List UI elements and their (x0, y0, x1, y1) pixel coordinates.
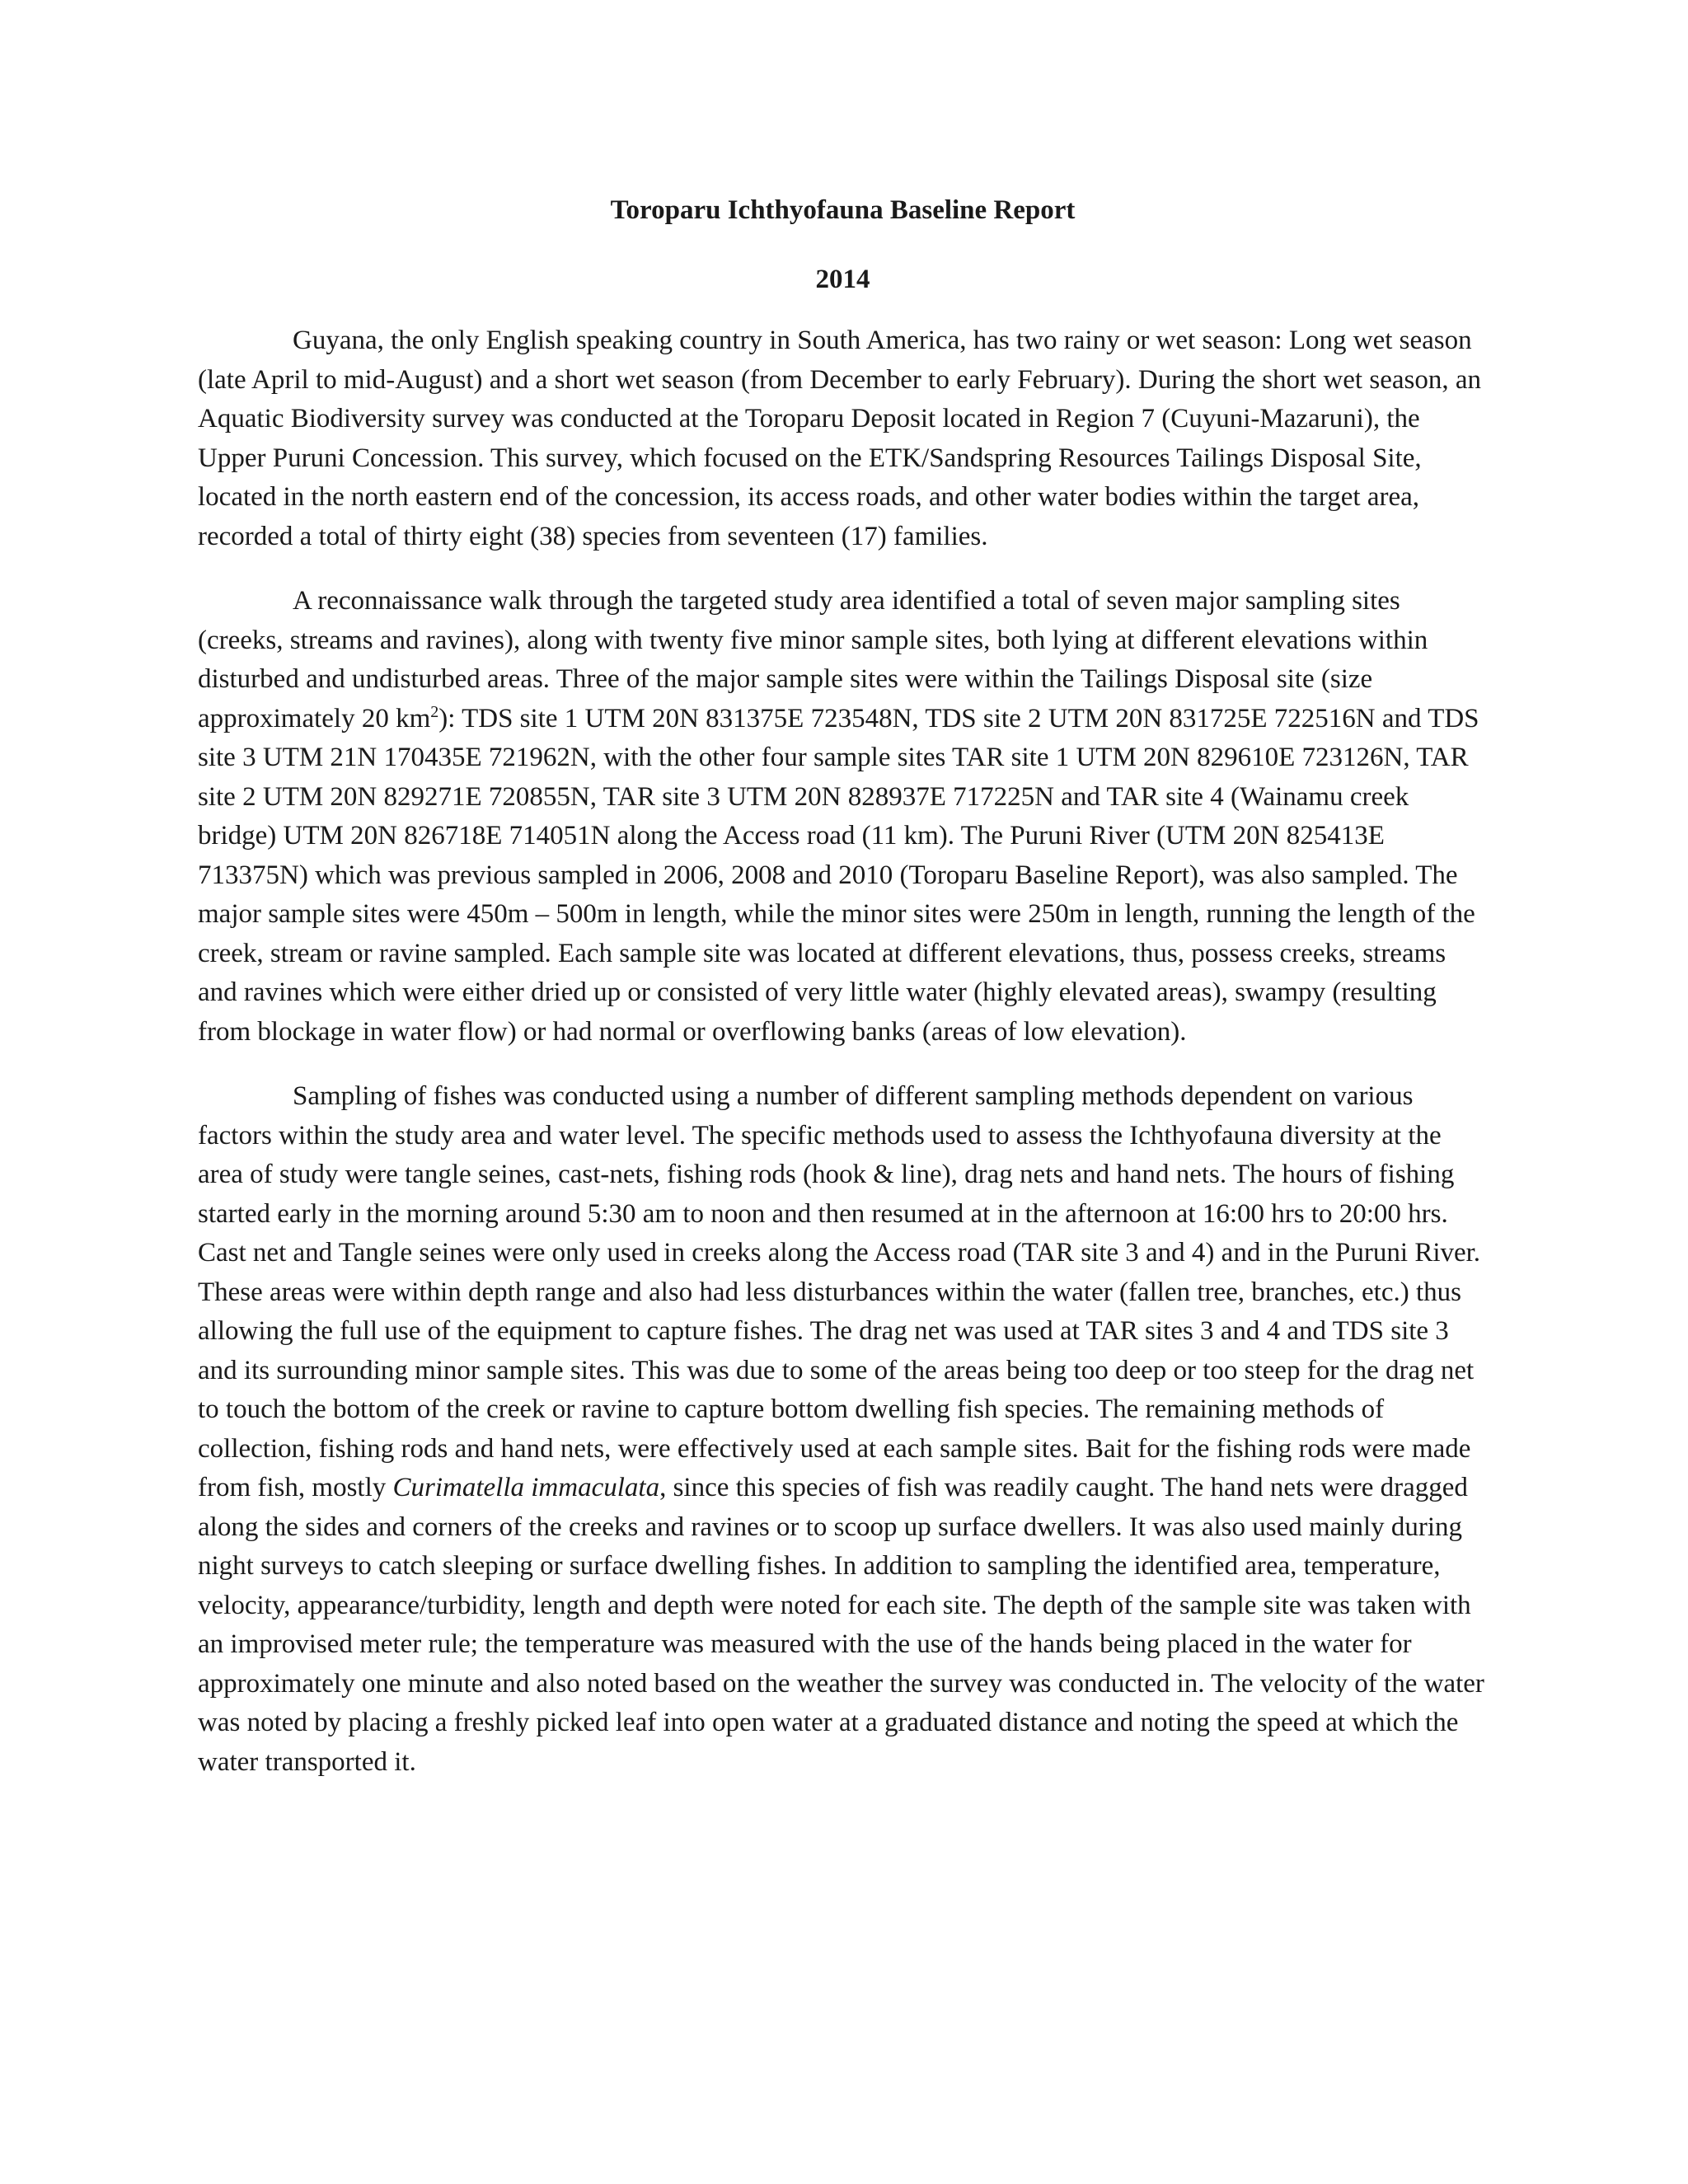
report-year: 2014 (815, 265, 870, 294)
paragraph-sampling-methods-text-1: Sampling of fishes was conducted using a number of different sampling methods dependent on various factors within the study area and water level. The specific methods used to assess the Ichthyofauna diversity at the area of study were tangle seines, cast-nets, fishing rods (hook & line), drag nets and hand nets. The hours of fishing started early in the morning around 5:30 am to noon and then resumed at in the afternoon at 16:00 hrs to 20:00 hrs. Cast net and Tangle seines were only used in creeks along the Access road (TAR site 3 and 4) and in the Puruni River. These areas were within depth range and also had less disturbances within the water (fallen tree, branches, etc.) thus allowing the full use of the equipment to capture fishes. The drag net was used at TAR sites 3 and 4 and TDS site 3 and its surrounding minor sample sites. This was due to some of the areas being too deep or too steep for the drag net to touch the bottom of the creek or ravine to capture bottom dwelling fish species. The remaining methods of collection, fishing rods and hand nets, were effectively used at each sample sites. Bait for the fishing rods were made from fish, mostly (198, 1081, 1481, 1502)
paragraph-sampling-sites (198, 582, 1488, 1052)
paragraph-sampling-sites-text-2: ): TDS site 1 UTM 20N 831375E 723548N, TDS site 2 UTM 20N 831725E 722516N and TDS site 3 UTM 21N 170435E 721962N, with the other four sample sites TAR site 1 UTM 20N 829610E 723126N, TAR site 2 UTM 20N 829271E 720855N, TAR site 3 UTM 20N 828937E 717225N and TAR site 4 (Wainamu creek bridge) UTM 20N 826718E 714051N along the Access road (11 km). The Puruni River (UTM 20N 825413E 713375N) which was previous sampled in 2006, 2008 and 2010 (Toroparu Baseline Report), was also sampled. The major sample sites were 450m – 500m in length, while the minor sites were 250m in length, running the length of the creek, stream or ravine sampled. Each sample site was located at different elevations, thus, possess creeks, streams and ravines which were either dried up or consisted of very little water (highly elevated areas), swampy (resulting from blockage in water flow) or had normal or overflowing banks (areas of low elevation). (198, 703, 1479, 1047)
paragraph-sampling-methods (198, 1077, 1488, 1782)
paragraph-sampling-sites-text-1: A reconnaissance walk through the targeted study area identified a total of seven major sampling sites (creeks, streams and ravines), along with twenty five minor sample sites, both lying at different elevations within disturbed and undisturbed areas. Three of the major sample sites were within the Tailings Disposal site (size approximately 20 km (198, 586, 1428, 733)
document-page (198, 190, 1488, 1807)
superscript-2: 2 (430, 702, 439, 721)
paragraph-sampling-methods-text-2: , since this species of fish was readily caught. The hand nets were dragged along the sides and corners of the creeks and ravines or to scoop up surface dwellers. It was also used mainly during night surveys to catch sleeping or surface dwelling fishes. In addition to sampling the identified area, temperature, velocity, appearance/turbidity, length and depth were noted for each site. The depth of the sample site was taken with an improvised meter rule; the temperature was measured with the use of the hands being placed in the water for approximately one minute and also noted based on the weather the survey was conducted in. The velocity of the water was noted by placing a freshly picked leaf into open water at a graduated distance and noting the speed at which the water transported it. (198, 1473, 1484, 1777)
report-title: Toroparu Ichthyofauna Baseline Report (610, 195, 1076, 225)
species-name-italic: Curimatella immaculata (392, 1473, 660, 1502)
paragraph-introduction-text: Guyana, the only English speaking country in South America, has two rainy or wet season: Long wet season (late April to mid-August) and a short wet season (from December to early February). During the short wet season, an Aquatic Biodiversity survey was conducted at the Toroparu Deposit located in Region 7 (Cuyuni-Mazaruni), the Upper Puruni Concession. This survey, which focused on the ETK/Sandspring Resources Tailings Disposal Site, located in the north eastern end of the concession, its access roads, and other water bodies within the target area, recorded a total of thirty eight (38) species from seventeen (17) families. (198, 326, 1481, 551)
paragraph-introduction (198, 321, 1488, 556)
